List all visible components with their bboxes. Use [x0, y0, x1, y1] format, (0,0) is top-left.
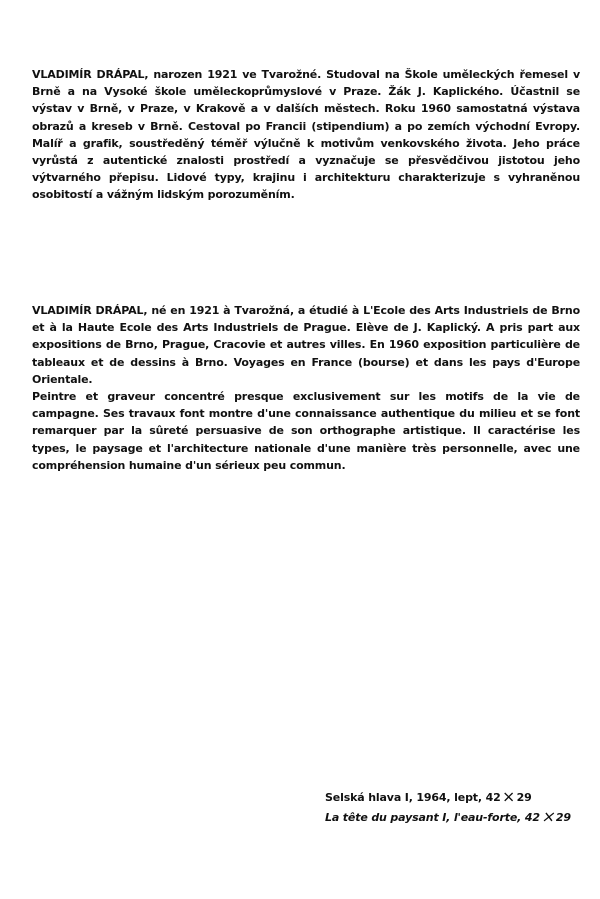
- artist-name-french: VLADIMÍR DRÁPAL: [32, 304, 144, 317]
- french-text-1: , né en 1921 à Tvarožná, a étudié à L'Ecole des Arts Industriels de Brno et à la Haute Ecole des Arts Industriels de Prague. Elève de J. Kaplický. A pris part aux expositions de Brno, Prague, Cracovie et autres villes. En 1960 exposition particulière de tableaux et de dessins à Brno. Voyages en France (bourse) et dans les pays d'Europe Orientale.: [32, 304, 581, 386]
- czech-biography: [32, 66, 580, 204]
- caption-czech: Selská hlava I, 1964, lept, 42 ⨉ 29: [325, 791, 532, 804]
- french-paragraph-1: [32, 302, 580, 388]
- french-paragraph-2: Peintre et graveur concentré presque exclusivement sur les motifs de la vie de campagne. Ses travaux font montre d'une connaissance authentique du milieu et se font remarquer par la sûreté persuasive de son orthographe artistique. Il caractérise les types, le paysage et l'architecture nationale d'une manière très personnelle, avec une compréhension humaine d'un sérieux peu commun.: [32, 390, 580, 472]
- artist-name-czech: VLADIMÍR DRÁPAL: [32, 68, 145, 81]
- czech-paragraph: [32, 66, 580, 204]
- czech-text: , narozen 1921 ve Tvarožné. Studoval na Škole uměleckých řemesel v Brně a na Vysoké škole uměleckoprůmyslové v Praze. Žák J. Kaplického. Účastnil se výstav v Brně, v Praze, v Krakově a v dalších městech. Roku 1960 samostatná výstava obrazů a kreseb v Brně. Cestoval po Francii (stipendium) a po zemích východní Evropy. Malíř a grafik, soustředěný téměř výlučně k motivům venkovského života. Jeho práce vyrůstá z autentické znalosti prostředí a vyznačuje se přesvědčivou jistotou jeho výtvarného přepisu. Lidové typy, krajinu i architekturu charakterizuje s vyhraněnou osobitostí a vážným lidským porozuměním.: [32, 68, 580, 202]
- caption-french: La tête du paysant I, l'eau-forte, 42 ⨉ 29: [325, 811, 571, 824]
- french-biography: [32, 302, 580, 474]
